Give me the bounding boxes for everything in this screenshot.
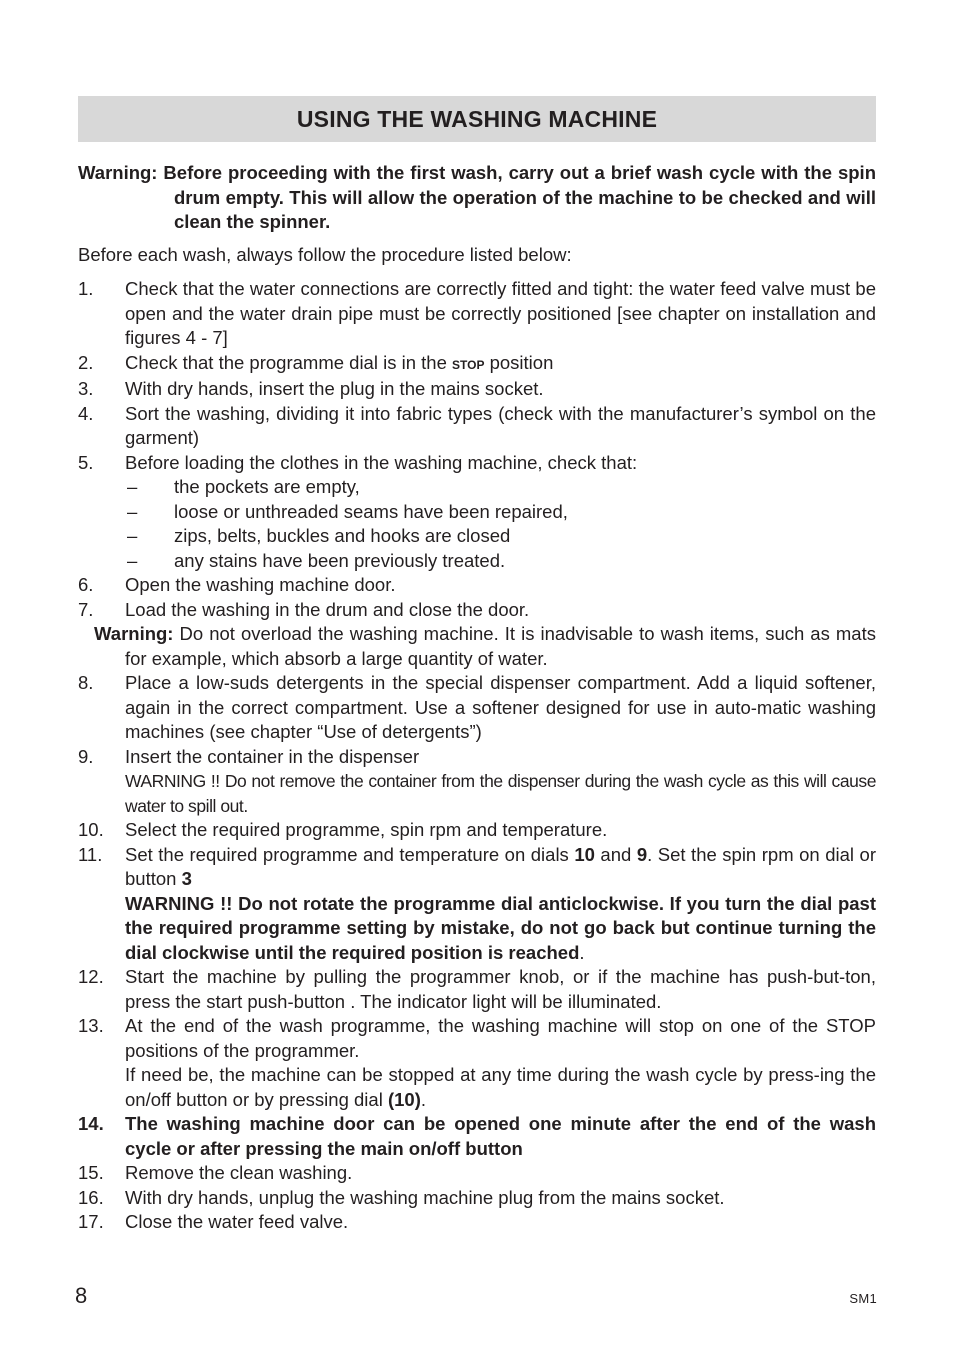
- stop-note: If need be, the machine can be stopped at any time during the wash cycle by press-ing the on/off button or by pressing dial (10).: [125, 1064, 876, 1110]
- overload-warning: Warning: Do not overload the washing machine. It is inadvisable to wash items, such as mats for example, which absorb a large quantity of water.: [94, 623, 876, 669]
- list-item: 15. Remove the clean washing.: [78, 1162, 353, 1183]
- check-item: – zips, belts, buckles and hooks are closed: [127, 525, 511, 546]
- list-item: 13. At the end of the wash programme, the washing machine will stop on one of the STOP positions of the programmer.: [78, 1015, 876, 1061]
- list-item: 10. Select the required programme, spin rpm and temperature.: [78, 819, 608, 840]
- page-number: 8: [75, 1283, 88, 1308]
- list-item: 6. Open the washing machine door.: [78, 574, 396, 595]
- check-item: – the pockets are empty,: [127, 476, 360, 497]
- intro-text: Before each wash, always follow the procedure listed below:: [78, 243, 572, 265]
- list-item: 9. Insert the container in the dispenser: [78, 745, 420, 767]
- list-item: 7. Load the washing in the drum and close the door.: [78, 598, 530, 620]
- page-title: USING THE WASHING MACHINE: [296, 105, 658, 132]
- section-header: [78, 96, 876, 142]
- list-item: 16. With dry hands, unplug the washing machine plug from the mains socket.: [78, 1186, 725, 1208]
- manual-page: [78, 96, 876, 1235]
- list-item: 3. With dry hands, insert the plug in the mains socket.: [78, 378, 544, 399]
- procedure-list: [78, 277, 876, 1235]
- list-item: 8. Place a low-suds detergents in the special dispenser compartment. Add a liquid softener, again in the correct compartment. Use a softener designed for use in auto-matic washing machines (see chapter “Use of detergents”): [78, 672, 876, 742]
- container-warning: WARNING !! Do not remove the container from the dispenser during the wash cycle as this will cause water to spill out.: [125, 771, 877, 816]
- list-item: 2. Check that the programme dial is in the STOP position: [78, 351, 554, 373]
- list-item: 12. Start the machine by pulling the programmer knob, or if the machine has push-but-ton, press the start push-button . The indicator light will be illuminated.: [78, 966, 876, 1012]
- dial-warning: WARNING !! Do not rotate the programme dial anticlockwise. If you turn the dial past the required programme setting by mistake, do not go back but continue turning the dial clockwise until the required position is reached.: [125, 892, 876, 963]
- list-item: 1. Check that the water connections are correctly fitted and tight: the water feed valve must be open and the water drain pipe must be correctly positioned [see chapter on installation and figures 4 - 7]: [78, 278, 876, 348]
- list-item: 4. Sort the washing, dividing it into fabric types (check with the manufacturer’s symbol on the garment): [78, 402, 876, 448]
- list-item: 11. Set the required programme and temperature on dials 10 and 9. Set the spin rpm on dial or button 3: [78, 843, 876, 889]
- stop-label: STOP: [452, 357, 485, 372]
- list-item: 14. The washing machine door can be opened one minute after the end of the wash cycle or after pressing the main on/off button: [78, 1113, 876, 1159]
- check-item: – any stains have been previously treated.: [127, 549, 506, 571]
- list-item: 5. Before loading the clothes in the washing machine, check that:: [78, 451, 638, 473]
- first-wash-warning: Warning: Before proceeding with the first wash, carry out a brief wash cycle with the spin drum empty. This will allow the operation of the machine to be checked and will clean the spinner.: [78, 162, 876, 232]
- list-item: 17. Close the water feed valve.: [78, 1211, 349, 1232]
- document-code: SM1: [849, 1291, 877, 1306]
- check-item: – loose or unthreaded seams have been repaired,: [127, 500, 568, 522]
